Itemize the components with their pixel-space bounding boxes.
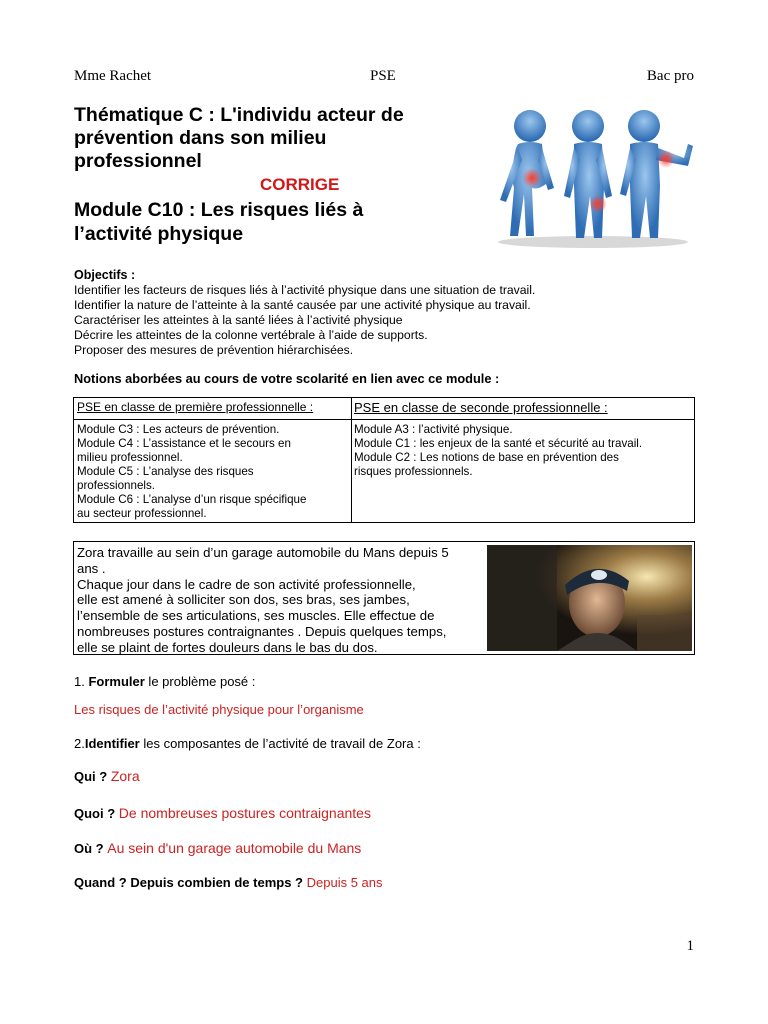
table-line: Module C3 : Les acteurs de prévention. (77, 423, 280, 436)
question-1-verb: Formuler (88, 674, 145, 689)
objectif-item: Décrire les atteintes de la colonne vertébrale à l’aide de supports. (74, 328, 428, 342)
notions-table (73, 397, 695, 523)
notions-heading: Notions aborbées au cours de votre scolarité en lien avec ce module : (74, 371, 500, 386)
scenario-line: Chaque jour dans le cadre de son activité professionnelle, (77, 576, 416, 592)
ou-row (74, 840, 361, 856)
question-1-number: 1. (74, 674, 89, 689)
table-line: Module C4 : L’assistance et le secours en (77, 437, 291, 450)
question-2-text: les composantes de l’activité de travail de Zora : (139, 736, 421, 751)
quoi-row (74, 805, 371, 821)
theme-title-line2: prévention dans son milieu (74, 127, 327, 149)
table-line: Module C1 : les enjeux de la santé et sécurité au travail. (354, 437, 643, 450)
question-1-text: le problème posé : (144, 674, 256, 689)
scenario-line: elle se plaint de fortes douleurs dans le bas du dos. (77, 639, 378, 655)
quand-row (74, 875, 383, 890)
objectifs-list (74, 283, 535, 358)
header-author: Mme Rachet (74, 68, 152, 84)
notions-col-seconde-header: PSE en classe de seconde professionnelle : (351, 398, 694, 420)
scenario-line: nombreuses postures contraignantes . Depuis quelques temps, (77, 623, 447, 639)
table-line: Module C2 : Les notions de base en prévention des (354, 451, 619, 464)
notions-col-premiere (74, 398, 352, 522)
module-title-line2: l’activité physique (74, 223, 244, 245)
question-2 (74, 736, 421, 751)
table-line: milieu professionnel. (77, 451, 183, 464)
figure-middle (564, 110, 612, 238)
objectif-item: Identifier les facteurs de risques liés à l’activité physique dans une situation de travail. (74, 283, 536, 297)
qui-label: Qui ? (74, 769, 108, 784)
notions-col-seconde-body (351, 420, 694, 479)
blue-figures-illustration (488, 104, 698, 250)
table-line: professionnels. (77, 479, 155, 492)
question-1 (74, 674, 255, 689)
qui-answer: Zora (110, 768, 140, 784)
scenario-line: Zora travaille au sein d’un garage automobile du Mans depuis 5 (77, 545, 449, 560)
notions-col-premiere-header: PSE en classe de première professionnelle : (74, 398, 351, 420)
figure-left (500, 110, 554, 236)
scenario-line: ans . (77, 560, 106, 576)
table-line: Module C5 : L’analyse des risques (77, 465, 254, 478)
module-title-line1: Module C10 : Les risques liés à (74, 199, 364, 221)
answer-1: Les risques de l’activité physique pour l’organisme (74, 702, 364, 717)
objectif-item: Caractériser les atteintes à la santé liées à l’activité physique (74, 313, 403, 327)
header-level: Bac pro (646, 68, 694, 84)
question-2-number: 2. (74, 736, 85, 751)
scenario-text (77, 545, 482, 656)
table-line: risques professionnels. (354, 465, 473, 478)
quoi-label: Quoi ? (74, 806, 116, 821)
theme-title-line3: professionnel (74, 150, 202, 172)
objectifs-heading: Objectifs : (74, 268, 136, 282)
table-line: au secteur professionnel. (77, 507, 207, 520)
table-line: Module C6 : L’analyse d’un risque spécifique (77, 493, 307, 506)
scenario-line: l’ensemble de ses articulations, ses muscles. Elle effectue de (77, 608, 435, 624)
objectif-item: Proposer des mesures de prévention hiérarchisées. (74, 343, 354, 357)
quand-label: Quand ? Depuis combien de temps ? (74, 875, 303, 890)
notions-col-premiere-body (74, 420, 351, 521)
theme-title-line1: Thématique C : L'individu acteur de (74, 104, 404, 126)
scenario-box (73, 541, 695, 655)
corrige-label: CORRIGE (260, 175, 340, 194)
figure-right (620, 110, 693, 238)
qui-row (74, 768, 140, 784)
scenario-line: elle est amené à solliciter son dos, ses bras, ses jambes, (77, 592, 410, 608)
page-number: 1 (686, 938, 694, 954)
ou-label: Où ? (74, 841, 104, 856)
quand-answer: Depuis 5 ans (306, 875, 383, 890)
table-line: Module A3 : l’activité physique. (354, 423, 513, 436)
header-subject: PSE (370, 68, 396, 84)
objectif-item: Identifier la nature de l’atteinte à la santé causée par une activité physique au travail. (74, 298, 531, 312)
quoi-answer: De nombreuses postures contraignantes (118, 805, 371, 821)
mechanic-photo (487, 545, 692, 651)
ou-answer: Au sein d'un garage automobile du Mans (107, 840, 362, 856)
question-2-verb: Identifier (84, 736, 140, 751)
notions-col-seconde (351, 398, 694, 522)
